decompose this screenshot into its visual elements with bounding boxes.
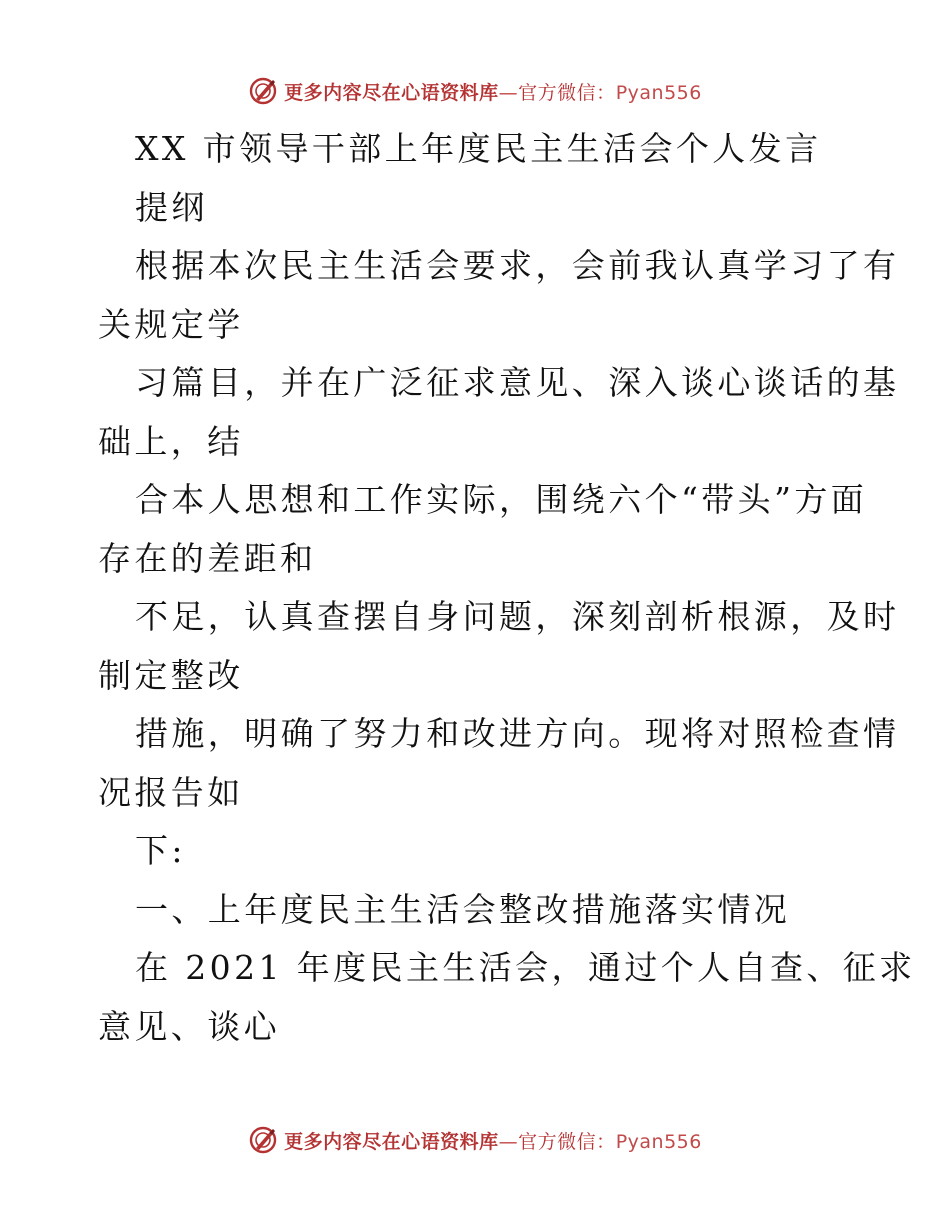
watermark-text	[284, 1127, 702, 1154]
paragraph-line: 制定整改	[98, 655, 244, 695]
watermark-wechat-id: Pyan556	[615, 81, 702, 104]
paragraph-line: 础上，结	[98, 421, 244, 461]
header-watermark	[0, 71, 950, 111]
document-title-line-2: 提纲	[135, 187, 208, 227]
paragraph-line: 关规定学	[98, 304, 244, 344]
section-heading: 一、上年度民主生活会整改措施落实情况	[135, 889, 791, 929]
footer-watermark	[0, 1120, 950, 1160]
paragraph-line: 根据本次民主生活会要求，会前我认真学习了有	[135, 246, 900, 285]
pen-seal-icon	[248, 1125, 278, 1155]
paragraph-line: 存在的差距和	[98, 538, 317, 578]
watermark-dash: —	[498, 1130, 519, 1153]
paragraph-line: 况报告如	[98, 772, 244, 812]
paragraph-line: 意见、谈心	[98, 1006, 280, 1046]
watermark-text	[284, 78, 702, 105]
paragraph-line: 合本人思想和工作实际，围绕六个“带头”方面	[135, 480, 868, 519]
document-body	[98, 120, 916, 1056]
watermark-site-name: 更多内容尽在心语资料库	[284, 81, 499, 104]
watermark-wechat-label: 官方微信：	[518, 1130, 616, 1153]
document-title-line-1: XX 市领导干部上年度民主生活会个人发言	[135, 129, 822, 168]
paragraph-line: 措施，明确了努力和改进方向。现将对照检查情	[135, 714, 900, 753]
paragraph-line: 习篇目，并在广泛征求意见、深入谈心谈话的基	[135, 363, 900, 402]
watermark-dash: —	[498, 81, 519, 104]
pen-seal-icon	[248, 76, 278, 106]
paragraph-line: 下:	[135, 831, 186, 870]
paragraph-line: 在 2021 年度民主生活会，通过个人自查、征求	[135, 948, 916, 987]
watermark-wechat-id: Pyan556	[615, 1130, 702, 1153]
paragraph-line: 不足，认真查摆自身问题，深刻剖析根源，及时	[135, 597, 900, 636]
watermark-wechat-label: 官方微信：	[518, 81, 616, 104]
watermark-site-name: 更多内容尽在心语资料库	[284, 1130, 499, 1153]
